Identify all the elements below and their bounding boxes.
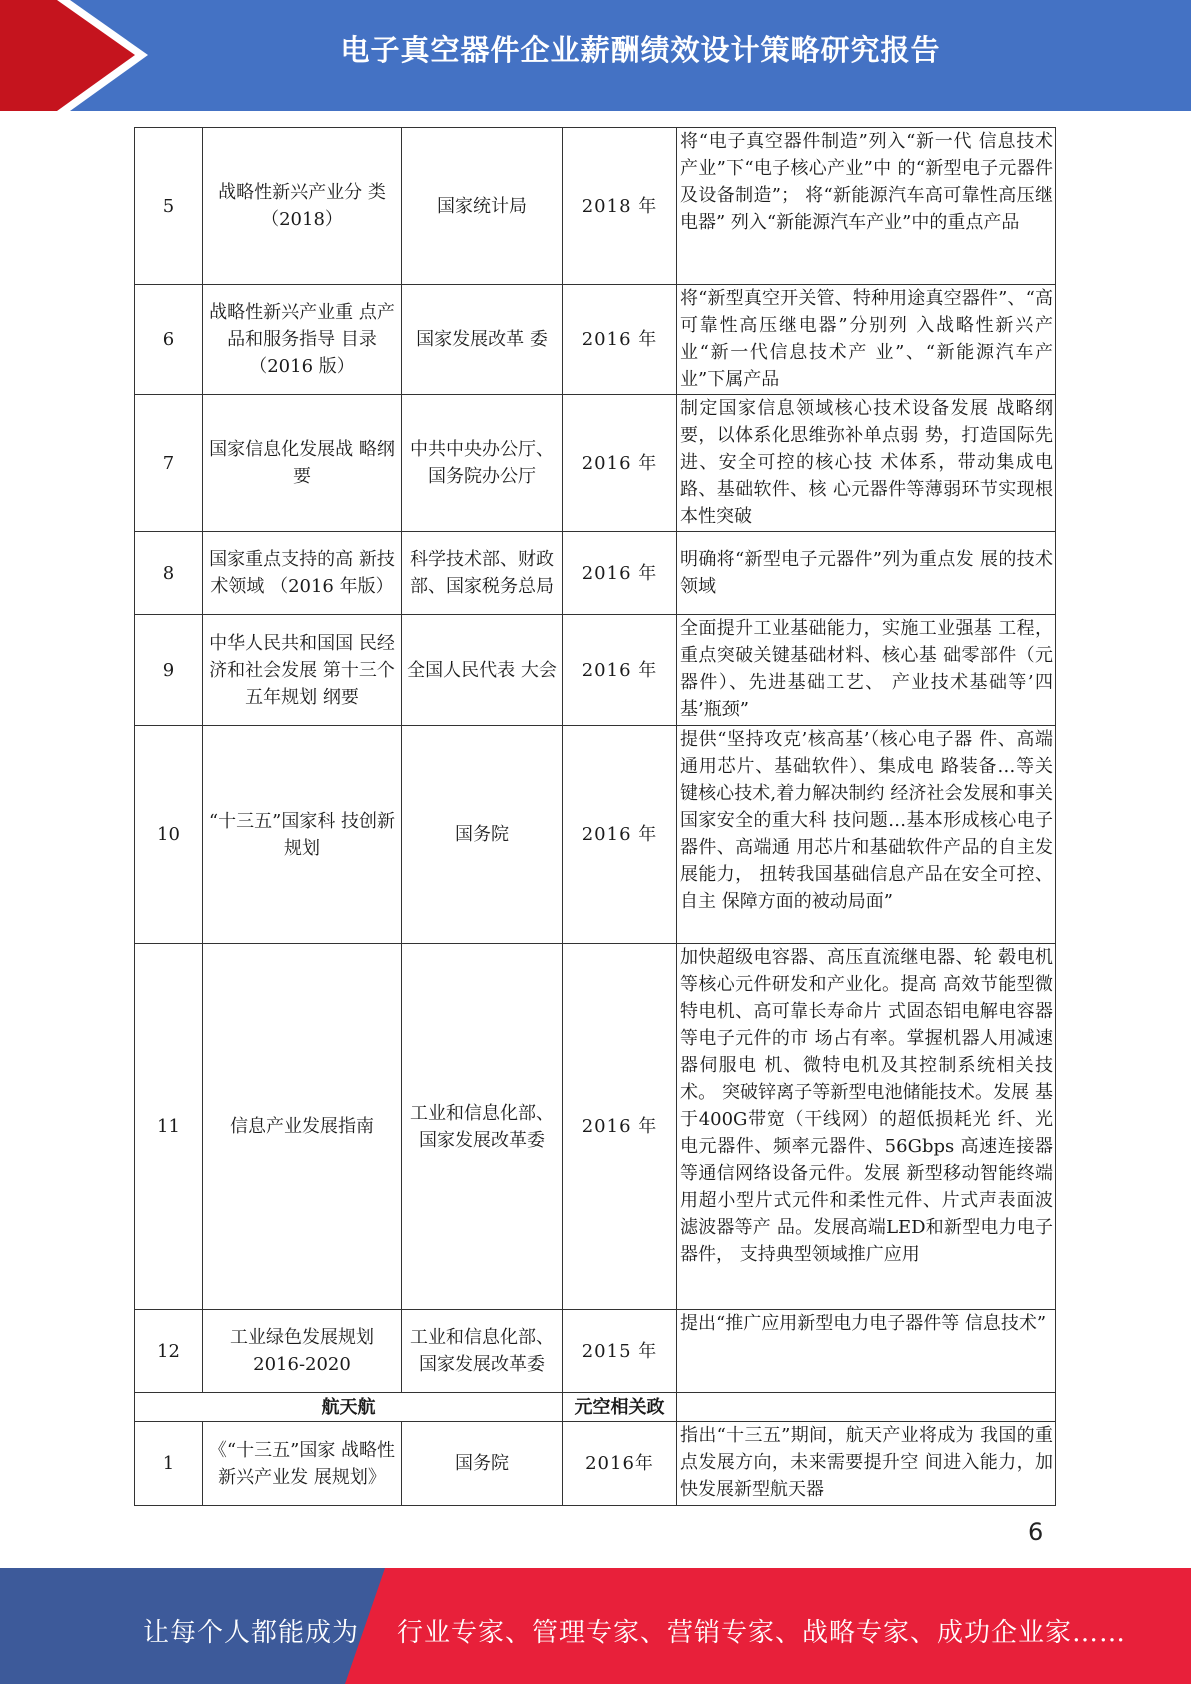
section-empty-cell — [677, 1393, 1056, 1422]
policy-name: “十三五”国家科 技创新规划 — [203, 726, 402, 944]
policy-content: 全面提升工业基础能力，实施工业强基 工程，重点突破关键基础材料、核心基 础零部件（元器件）、先进基础工艺、 产业技术基础等’四基’瓶颈” — [677, 615, 1056, 726]
section-title-continued: 元空相关政 — [563, 1393, 677, 1422]
issue-year: 2016 年 — [563, 944, 677, 1310]
issuing-department: 科学技术部、财政部、国家税务总局 — [402, 532, 563, 615]
issuing-department: 工业和信息化部、国家发展改革委 — [402, 1310, 563, 1393]
row-number: 5 — [135, 128, 203, 285]
row-number: 10 — [135, 726, 203, 944]
policy-name: 国家重点支持的高 新技术领域 （2016 年版） — [203, 532, 402, 615]
table-row — [135, 532, 1056, 615]
policy-name: 中华人民共和国国 民经济和社会发展 第十三个五年规划 纲要 — [203, 615, 402, 726]
page-footer — [0, 1568, 1191, 1684]
footer-slogan-left: 让每个人都能成为 — [143, 1618, 360, 1648]
policy-content: 指出“十三五”期间，航天产业将成为 我国的重点发展方向，未来需要提升空 间进入能力，加快发展新型航天器 — [677, 1422, 1056, 1506]
issuing-department: 国务院 — [402, 1422, 563, 1506]
row-number: 8 — [135, 532, 203, 615]
issue-year: 2016 年 — [563, 395, 677, 532]
policy-content: 加快超级电容器、高压直流继电器、轮 毂电机等核心元件研发和产业化。提高 高效节能型微特电机、高可靠长寿命片 式固态铝电解电容器等电子元件的市 场占有率。掌握机器人用减速器伺服电 机、微特电机及其控制系统相关技术。 突破锌离子等新型电池储能技术。发展 基于400G带宽（干线网）的超低损耗光 纤、光电元器件、频率元器件、56Gbps 高速连接器等通信网络设备元件。发展 新型移动智能终端用超小型片式元件和柔性元件、片式声表面波滤波器等产 品。发展高端LED和新型电力电子器件， 支持典型领域推广应用 — [677, 944, 1056, 1310]
footer-slogan-right: 行业专家、管理专家、营销专家、战略专家、成功企业家…… — [397, 1618, 1127, 1648]
table-row — [135, 1422, 1056, 1506]
issuing-department: 中共中央办公厅、国务院办公厅 — [402, 395, 563, 532]
issuing-department: 全国人民代表 大会 — [402, 615, 563, 726]
policy-name: 《“十三五”国家 战略性新兴产业发 展规划》 — [203, 1422, 402, 1506]
row-number: 9 — [135, 615, 203, 726]
issue-year: 2016 年 — [563, 726, 677, 944]
table-row — [135, 285, 1056, 395]
policy-table-wrapper — [134, 127, 1056, 1506]
table-row — [135, 1310, 1056, 1393]
policy-content: 将“电子真空器件制造”列入“新一代 信息技术产业”下“电子核心产业”中 的“新型电子元器件及设备制造”； 将“新能源汽车高可靠性高压继电器” 列入“新能源汽车产业”中的重点产品 — [677, 128, 1056, 285]
issuing-department: 国家发展改革 委 — [402, 285, 563, 395]
table-row — [135, 615, 1056, 726]
policy-content: 明确将“新型电子元器件”列为重点发 展的技术领域 — [677, 532, 1056, 615]
policy-name: 战略性新兴产业重 点产品和服务指导 目录（2016 版） — [203, 285, 402, 395]
issue-year: 2018 年 — [563, 128, 677, 285]
issue-year: 2016 年 — [563, 532, 677, 615]
issue-year: 2015 年 — [563, 1310, 677, 1393]
table-row — [135, 128, 1056, 285]
policy-table — [134, 127, 1056, 1506]
page-header — [0, 0, 1191, 111]
issue-year: 2016 年 — [563, 615, 677, 726]
policy-name: 工业绿色发展规划 2016-2020 — [203, 1310, 402, 1393]
table-row — [135, 944, 1056, 1310]
issue-year: 2016年 — [563, 1422, 677, 1506]
policy-name: 信息产业发展指南 — [203, 944, 402, 1310]
policy-content: 将“新型真空开关管、特种用途真空器件”、“高可靠性高压继电器”分别列 入战略性新兴产业“新一代信息技术产 业”、“新能源汽车产业”下属产品 — [677, 285, 1056, 395]
page-number: 6 — [1028, 1518, 1044, 1546]
section-header-row — [135, 1393, 1056, 1422]
header-arrow-decoration — [0, 0, 160, 111]
policy-name: 国家信息化发展战 略纲要 — [203, 395, 402, 532]
policy-content: 制定国家信息领域核心技术设备发展 战略纲要，以体系化思维弥补单点弱 势，打造国际先进、安全可控的核心技 术体系，带动集成电路、基础软件、核 心元器件等薄弱环节实现根本性突破 — [677, 395, 1056, 532]
policy-content: 提出“推广应用新型电力电子器件等 信息技术” — [677, 1310, 1056, 1393]
section-title: 航天航 — [135, 1393, 563, 1422]
issuing-department: 工业和信息化部、国家发展改革委 — [402, 944, 563, 1310]
row-number: 12 — [135, 1310, 203, 1393]
policy-content: 提供“坚持攻克’核高基’（核心电子器 件、高端通用芯片、基础软件）、集成电 路装备…等关键核心技术,着力解决制约 经济社会发展和事关国家安全的重大科 技问题…基本形成核心电子器件、高端通 用芯片和基础软件产品的自主发展能力， 扭转我国基础信息产品在安全可控、自主 保障方面的被动局面” — [677, 726, 1056, 944]
row-number: 11 — [135, 944, 203, 1310]
row-number: 6 — [135, 285, 203, 395]
issuing-department: 国务院 — [402, 726, 563, 944]
policy-name: 战略性新兴产业分 类（2018） — [203, 128, 402, 285]
row-number: 1 — [135, 1422, 203, 1506]
row-number: 7 — [135, 395, 203, 532]
issue-year: 2016 年 — [563, 285, 677, 395]
issuing-department: 国家统计局 — [402, 128, 563, 285]
table-row — [135, 726, 1056, 944]
page-title: 电子真空器件企业薪酬绩效设计策略研究报告 — [340, 33, 941, 67]
table-row — [135, 395, 1056, 532]
